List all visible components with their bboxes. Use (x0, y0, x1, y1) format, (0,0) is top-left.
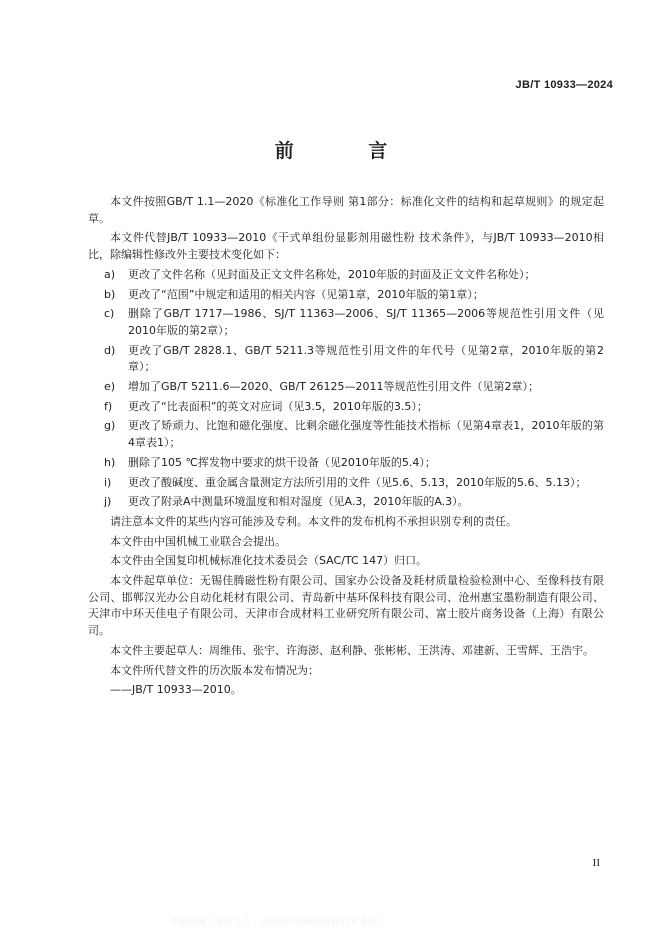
list-item (88, 455, 604, 472)
list-item (88, 379, 604, 396)
list-item-text: 更改了文件名称（见封面及正文文件名称处，2010年版的封面及正文文件名称处）； (128, 267, 536, 281)
paragraph-drafting-rules: 本文件按照GB/T 1.1—2020《标准化工作导则 第1部分：标准化文件的结构和起草规则》的规定起草。 (88, 195, 604, 225)
changes-list (88, 267, 604, 511)
list-item (88, 418, 604, 451)
list-item (88, 306, 604, 339)
page-title: 前 言 (274, 140, 422, 162)
paragraph-committee: 本文件由全国复印机械标准化技术委员会（SAC/TC 147）归口。 (110, 554, 428, 568)
list-item (88, 494, 604, 511)
paragraph-drafting-units: 本文件起草单位：无锡佳腾磁性粉有限公司、国家办公设备及耗材质量检验检测中心、至像科技有限公司、邯郸汉光办公自动化耗材有限公司、青岛新中基环保科技有限公司、沧州惠宝墨粉制造有限公司、天津市中环天佳电子有限公司、天津市合成材料工业研究所有限公司、富士胶片商务设备（上海）有限公司。 (88, 574, 604, 638)
footer-watermark: 中国机械工业联合会 · 全国复印机械标准化技术委员会 (170, 918, 386, 928)
paragraph-history-intro: 本文件所代替文件的历次版本发布情况为： (110, 663, 319, 677)
list-marker: f) (104, 399, 113, 413)
list-item-text: 更改了矫顽力、比饱和磁化强度、比剩余磁化强度等性能技术指标（见第4章表1，2010年版的第4章表1）； (128, 419, 604, 450)
list-item-text: 更改了GB/T 2828.1、GB/T 5211.3等规范性引用文件的年代号（见第2章，2010年版的第2章）； (128, 343, 604, 374)
list-item-text: 更改了“比表面积”的英文对应词（见3.5，2010年版的3.5）； (128, 399, 428, 413)
list-item (88, 399, 604, 416)
list-item-text: 增加了GB/T 5211.6—2020、GB/T 26125—2011等规范性引用文件（见第2章）； (128, 380, 539, 394)
list-item (88, 267, 604, 284)
list-item-text: 删除了GB/T 1717—1986、SJ/T 11363—2006、SJ/T 11365—2006等规范性引用文件（见2010年版的第2章）； (128, 307, 604, 337)
list-marker: b) (104, 287, 116, 301)
list-item-text: 更改了附录A中测量环境温度和相对湿度（见A.3，2010年版的A.3）。 (128, 495, 469, 509)
list-item (88, 287, 604, 304)
list-item (88, 475, 604, 492)
list-item-text: 更改了“范围”中规定和适用的相关内容（见第1章，2010年版的第1章）； (128, 287, 484, 301)
list-item-text: 删除了105 ℃挥发物中要求的烘干设备（见2010年版的5.4）； (128, 455, 436, 469)
paragraph-drafters: 本文件主要起草人：周维伟、张宇、许海澎、赵利静、张彬彬、王洪涛、邓建新、王雪辉、王浩宇。 (110, 643, 594, 657)
list-marker: h) (104, 455, 116, 469)
paragraph-patent-notice: 请注意本文件的某些内容可能涉及专利。本文件的发布机构不承担识别专利的责任。 (110, 514, 517, 528)
list-marker: j) (104, 495, 112, 509)
history-entry: ——JB/T 10933—2010。 (110, 683, 242, 697)
list-marker: e) (104, 380, 116, 394)
list-marker: a) (104, 267, 116, 281)
page-number: II (592, 857, 600, 869)
document-code: JB/T 10933—2024 (515, 79, 613, 91)
paragraph-proposer: 本文件由中国机械工业联合会提出。 (110, 534, 286, 548)
list-marker: i) (104, 475, 112, 489)
list-item (88, 343, 604, 376)
list-marker: d) (104, 343, 116, 357)
paragraph-replacement: 本文件代替JB/T 10933—2010《干式单组份显影剂用磁性粉 技术条件》，与JB/T 10933—2010相比，除编辑性修改外主要技术变化如下： (88, 231, 604, 262)
list-marker: g) (104, 419, 116, 433)
foreword-body (88, 194, 604, 699)
list-item-text: 更改了酸碱度、重金属含量测定方法所引用的文件（见5.6、5.13，2010年版的5.6、5.13）； (128, 475, 587, 489)
list-marker: c) (104, 307, 115, 321)
